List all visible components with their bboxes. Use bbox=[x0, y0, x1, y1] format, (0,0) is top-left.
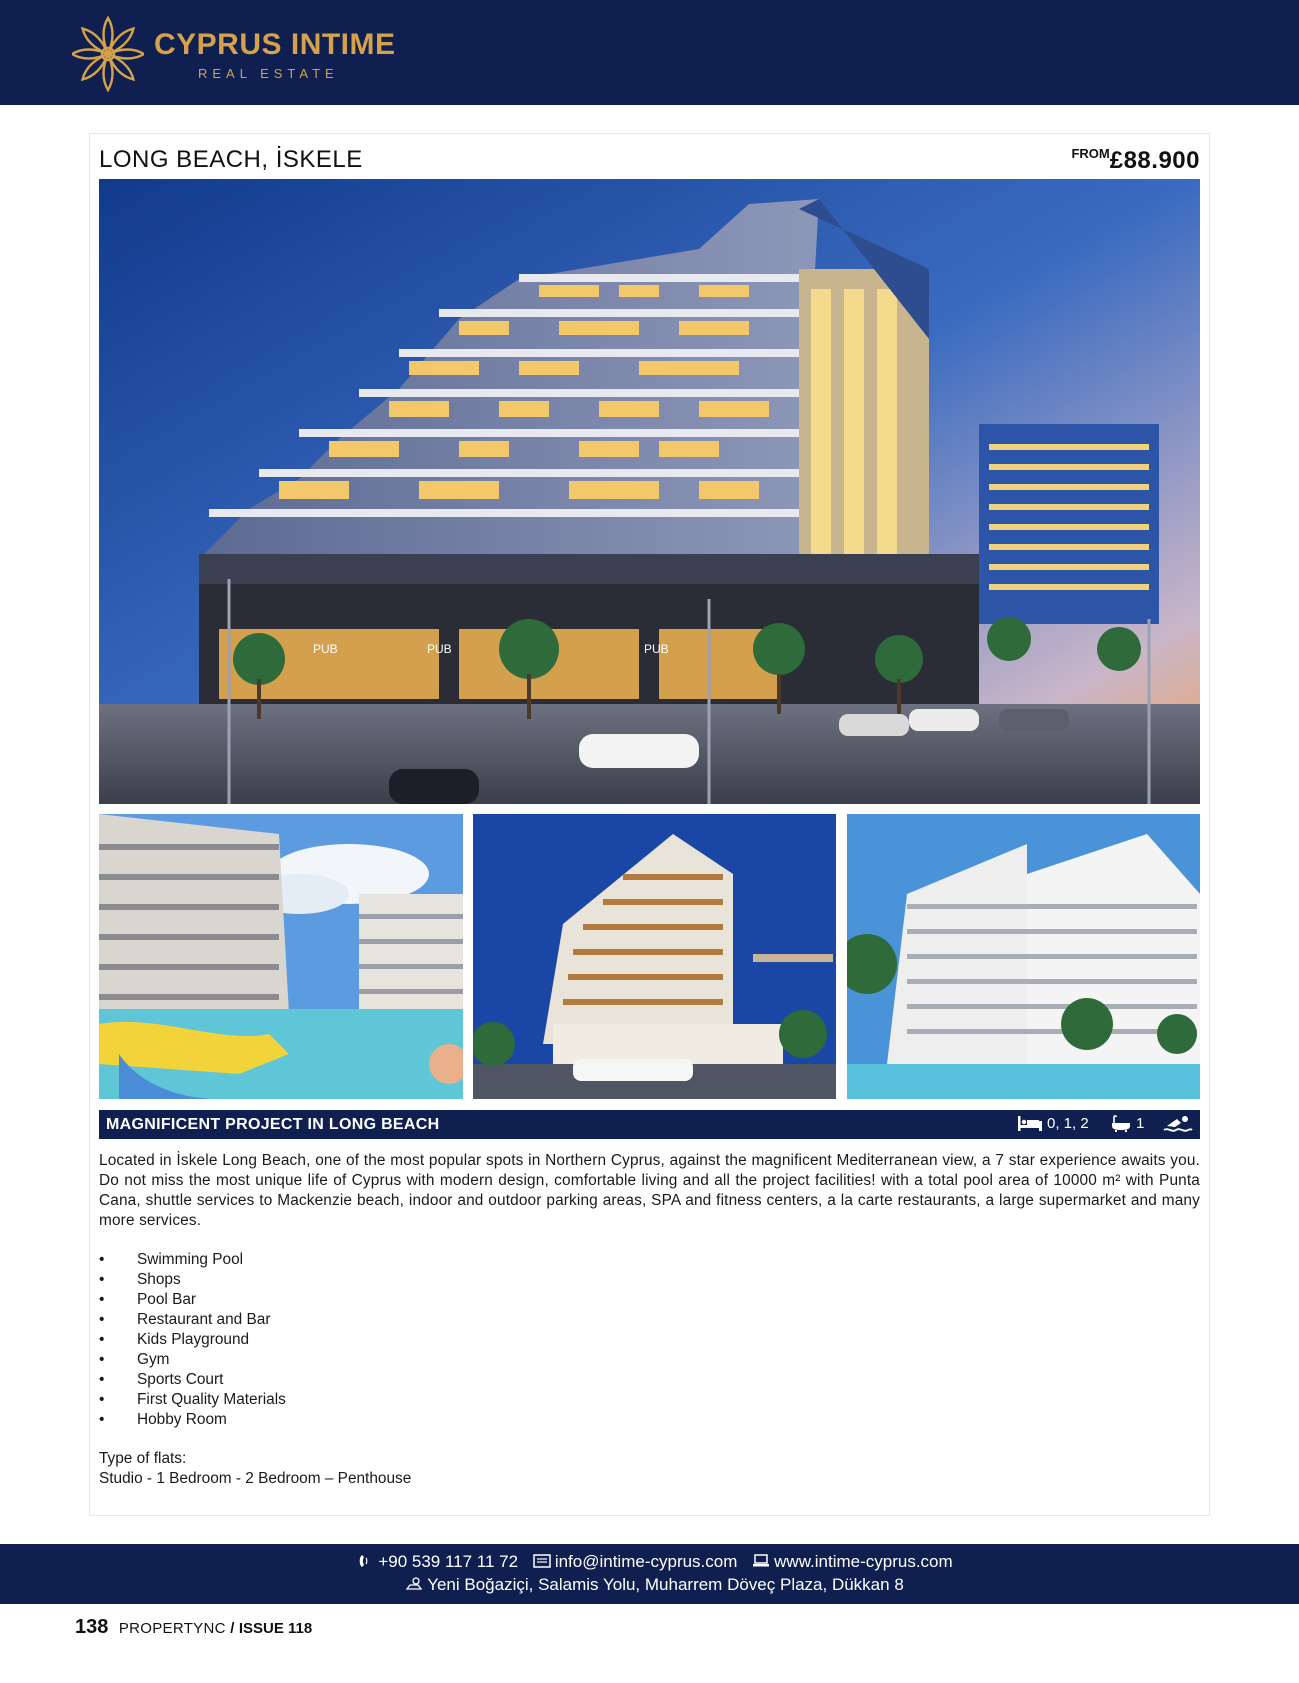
pool-icon bbox=[1163, 1114, 1193, 1134]
amenity-item: • Sports Court bbox=[99, 1370, 286, 1390]
hero-sign-1: PUB bbox=[313, 642, 338, 656]
contact-row bbox=[0, 1552, 1299, 1572]
page-footer bbox=[75, 1616, 312, 1639]
amenity-item: • Swimming Pool bbox=[99, 1250, 286, 1270]
listing-description: Located in İskele Long Beach, one of the most popular spots in Northern Cyprus, against the magnificent Mediterranean view, a 7 star experience awaits you. Do not miss the most unique life of Cyprus with modern design, comfortable living and all the project facilities! with a total pool area of 10000 m² with Punta Cana, shuttle services to Mackenzie beach, indoor and outdoor parking areas, SPA and fitness centers, a la carte restaurants, a large supermarket and many more services. bbox=[99, 1152, 1200, 1229]
bed-icon bbox=[1017, 1114, 1043, 1132]
gallery-image-1[interactable] bbox=[99, 814, 463, 1099]
address-row bbox=[0, 1575, 1299, 1595]
price-amount: £88.900 bbox=[1109, 147, 1200, 174]
email-icon bbox=[533, 1554, 551, 1568]
hero-sign-3: PUB bbox=[644, 642, 669, 656]
brand-subtitle: REAL ESTATE bbox=[198, 66, 339, 81]
flower-logo-icon bbox=[72, 14, 144, 94]
brand-name: CYPRUS INTIME bbox=[154, 28, 396, 61]
listing-price bbox=[1071, 146, 1200, 175]
bedrooms-value: 0, 1, 2 bbox=[1047, 1114, 1089, 1132]
amenity-item: • Shops bbox=[99, 1270, 286, 1290]
amenity-item: • Restaurant and Bar bbox=[99, 1310, 286, 1330]
issue-number: ISSUE 118 bbox=[238, 1620, 313, 1637]
phone-icon bbox=[356, 1554, 374, 1568]
page-separator: / bbox=[230, 1620, 235, 1637]
gallery-image-2[interactable] bbox=[473, 814, 836, 1099]
amenity-item: • Pool Bar bbox=[99, 1290, 286, 1310]
bedrooms-feature bbox=[1017, 1114, 1089, 1136]
price-prefix: FROM bbox=[1071, 146, 1110, 161]
publication-name: PROPERTYNC bbox=[118, 1620, 226, 1637]
info-bar bbox=[99, 1110, 1200, 1139]
listing-title: LONG BEACH, İSKELE bbox=[99, 146, 363, 173]
laptop-icon bbox=[752, 1554, 770, 1568]
bathrooms-feature bbox=[1110, 1114, 1144, 1136]
amenities-list bbox=[99, 1250, 286, 1430]
gallery-image-3[interactable] bbox=[847, 814, 1200, 1099]
brand-logo[interactable] bbox=[72, 14, 396, 94]
hero-image bbox=[99, 179, 1200, 804]
flats-label: Type of flats: bbox=[99, 1450, 187, 1467]
flats-value: Studio - 1 Bedroom - 2 Bedroom – Penthouse bbox=[99, 1470, 412, 1487]
contact-email[interactable]: info@intime-cyprus.com bbox=[554, 1552, 738, 1571]
amenity-item: • First Quality Materials bbox=[99, 1390, 286, 1410]
amenity-item: • Hobby Room bbox=[99, 1410, 286, 1430]
listing-subtitle: MAGNIFICENT PROJECT IN LONG BEACH bbox=[106, 1116, 440, 1133]
bath-icon bbox=[1110, 1114, 1132, 1132]
contact-website[interactable]: www.intime-cyprus.com bbox=[774, 1552, 953, 1571]
header-bar bbox=[0, 0, 1299, 105]
contact-bar bbox=[0, 1544, 1299, 1604]
amenity-item: • Kids Playground bbox=[99, 1330, 286, 1350]
hero-sign-2: PUB bbox=[427, 642, 452, 656]
contact-phone[interactable]: +90 539 117 11 72 bbox=[378, 1552, 519, 1571]
location-icon bbox=[405, 1577, 423, 1591]
amenity-item: • Gym bbox=[99, 1350, 286, 1370]
contact-address: Yeni Boğaziçi, Salamis Yolu, Muharrem Döveç Plaza, Dükkan 8 bbox=[427, 1575, 904, 1594]
pool-feature bbox=[1163, 1114, 1193, 1136]
page-number: 138 bbox=[75, 1616, 109, 1638]
bathrooms-value: 1 bbox=[1136, 1114, 1145, 1132]
